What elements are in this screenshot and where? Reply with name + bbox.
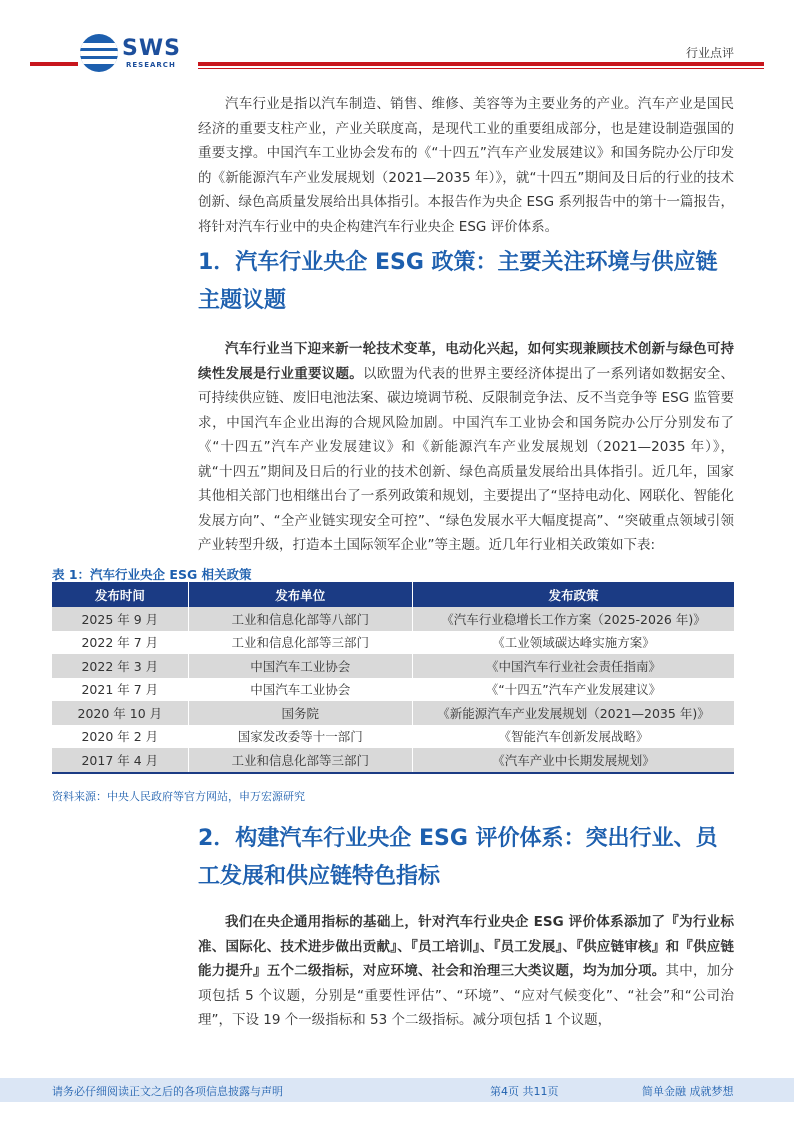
cell-date: 2020 年 10 月	[52, 701, 188, 725]
cell-date: 2022 年 3 月	[52, 654, 188, 678]
table-row	[52, 748, 734, 773]
footer-slogan: 简单金融 成就梦想	[642, 1085, 734, 1098]
section-2-body: 其中，加分项包括 5 个议题，分别是“重要性评估”、“环境”、“应对气候变化”、“社会”和“公司治理”，下设 19 个一级指标和 53 个二级指标。减分项包括 1 个议题，	[198, 963, 734, 1028]
report-category: 行业点评	[685, 46, 734, 60]
section-2-paragraph	[198, 910, 734, 1033]
cell-policy: 《中国汽车行业社会责任指南》	[412, 654, 734, 678]
table-row	[52, 701, 734, 725]
cell-policy: 《汽车产业中长期发展规划》	[412, 748, 734, 773]
table-header-row	[52, 582, 734, 607]
cell-policy: 《“十四五”汽车产业发展建议》	[412, 678, 734, 702]
table-row	[52, 631, 734, 655]
table-row	[52, 654, 734, 678]
cell-policy: 《工业领域碳达峰实施方案》	[412, 631, 734, 655]
header-rule-left	[30, 62, 78, 66]
header-rule-right	[198, 62, 764, 66]
cell-issuer: 国家发改委等十一部门	[188, 725, 412, 749]
section-2-lead: 我们在央企通用指标的基础上，针对汽车行业央企 ESG 评价体系添加了『为行业标准、国际化、技术进步做出贡献』、『员工培训』、『员工发展』、『供应链审核』和『供应链能力提升』五个二级指标，对应环境、社会和治理三大类议题，均为加分项。	[198, 914, 734, 979]
table-row	[52, 678, 734, 702]
logo-subtext: RESEARCH	[126, 61, 176, 69]
section-1-paragraph	[198, 337, 734, 558]
table-source-note: 资料来源：中央人民政府等官方网站，申万宏源研究	[52, 790, 305, 803]
cell-policy: 《汽车行业稳增长工作方案（2025-2026 年)》	[412, 607, 734, 631]
cell-policy: 《智能汽车创新发展战略》	[412, 725, 734, 749]
logo-mark-icon	[80, 34, 118, 72]
logo-text: SWS	[122, 36, 181, 61]
cell-issuer: 中国汽车工业协会	[188, 678, 412, 702]
col-header-date: 发布时间	[52, 582, 188, 607]
page-footer	[0, 1078, 794, 1102]
footer-page-number: 第4页 共11页	[490, 1085, 559, 1098]
section-1-body: 以欧盟为代表的世界主要经济体提出了一系列诸如数据安全、可持续供应链、废旧电池法案、碳边境调节税、反限制竞争法、反不当竞争等 ESG 监管要求，中国汽车企业出海的合规风险加剧。中国汽车工业协会和国务院办公厅分别发布了《“十四五”汽车产业发展建议》和《新能源汽车产业发展规划（2021—2035 年）》，就“十四五”期间及日后的行业的技术创新、绿色高质量发展给出具体指引。近几年，国家其他相关部门也相继出台了一系列政策和规划，主要提出了“坚持电动化、网联化、智能化发展方向”、“全产业链实现安全可控”、“绿色发展水平大幅度提高”、“突破重点领域引领产业转型升级，打造本土国际领军企业”等主题。近几年行业相关政策如下表:	[198, 365, 734, 553]
col-header-issuer: 发布单位	[188, 582, 412, 607]
cell-date: 2022 年 7 月	[52, 631, 188, 655]
header-rule-thin	[198, 68, 764, 69]
section-1-title: 1．汽车行业央企 ESG 政策：主要关注环境与供应链主题议题	[198, 250, 718, 313]
table-caption: 表 1：汽车行业央企 ESG 相关政策	[52, 567, 252, 582]
cell-date: 2025 年 9 月	[52, 607, 188, 631]
cell-issuer: 工业和信息化部等三部门	[188, 631, 412, 655]
cell-date: 2017 年 4 月	[52, 748, 188, 773]
cell-issuer: 工业和信息化部等八部门	[188, 607, 412, 631]
cell-issuer: 中国汽车工业协会	[188, 654, 412, 678]
cell-policy: 《新能源汽车产业发展规划（2021—2035 年)》	[412, 701, 734, 725]
cell-date: 2021 年 7 月	[52, 678, 188, 702]
section-1-lead: 汽车行业当下迎来新一轮技术变革，电动化兴起，如何实现兼顾技术创新与绿色可持续性发展是行业重要议题。	[198, 341, 734, 382]
cell-issuer: 国务院	[188, 701, 412, 725]
table-row	[52, 607, 734, 631]
cell-date: 2020 年 2 月	[52, 725, 188, 749]
sws-logo	[80, 34, 190, 72]
intro-paragraph: 汽车行业是指以汽车制造、销售、维修、美容等为主要业务的产业。汽车产业是国民经济的重要支柱产业，产业关联度高，是现代工业的重要组成部分，也是建设制造强国的重要支撑。中国汽车工业协会发布的《“十四五”汽车产业发展建议》和国务院办公厅印发的《新能源汽车产业发展规划（2021—2035 年）》，就“十四五”期间及日后的行业的技术创新、绿色高质量发展给出具体指引。本报告作为央企 ESG 系列报告中的第十一篇报告，将针对汽车行业中的央企构建汽车行业央企 ESG 评价体系。	[198, 96, 734, 235]
cell-issuer: 工业和信息化部等三部门	[188, 748, 412, 773]
col-header-policy: 发布政策	[412, 582, 734, 607]
table-row	[52, 725, 734, 749]
section-2-title: 2．构建汽车行业央企 ESG 评价体系：突出行业、员工发展和供应链特色指标	[198, 826, 718, 889]
footer-disclaimer: 请务必仔细阅读正文之后的各项信息披露与声明	[52, 1085, 283, 1098]
policy-table	[52, 582, 734, 774]
